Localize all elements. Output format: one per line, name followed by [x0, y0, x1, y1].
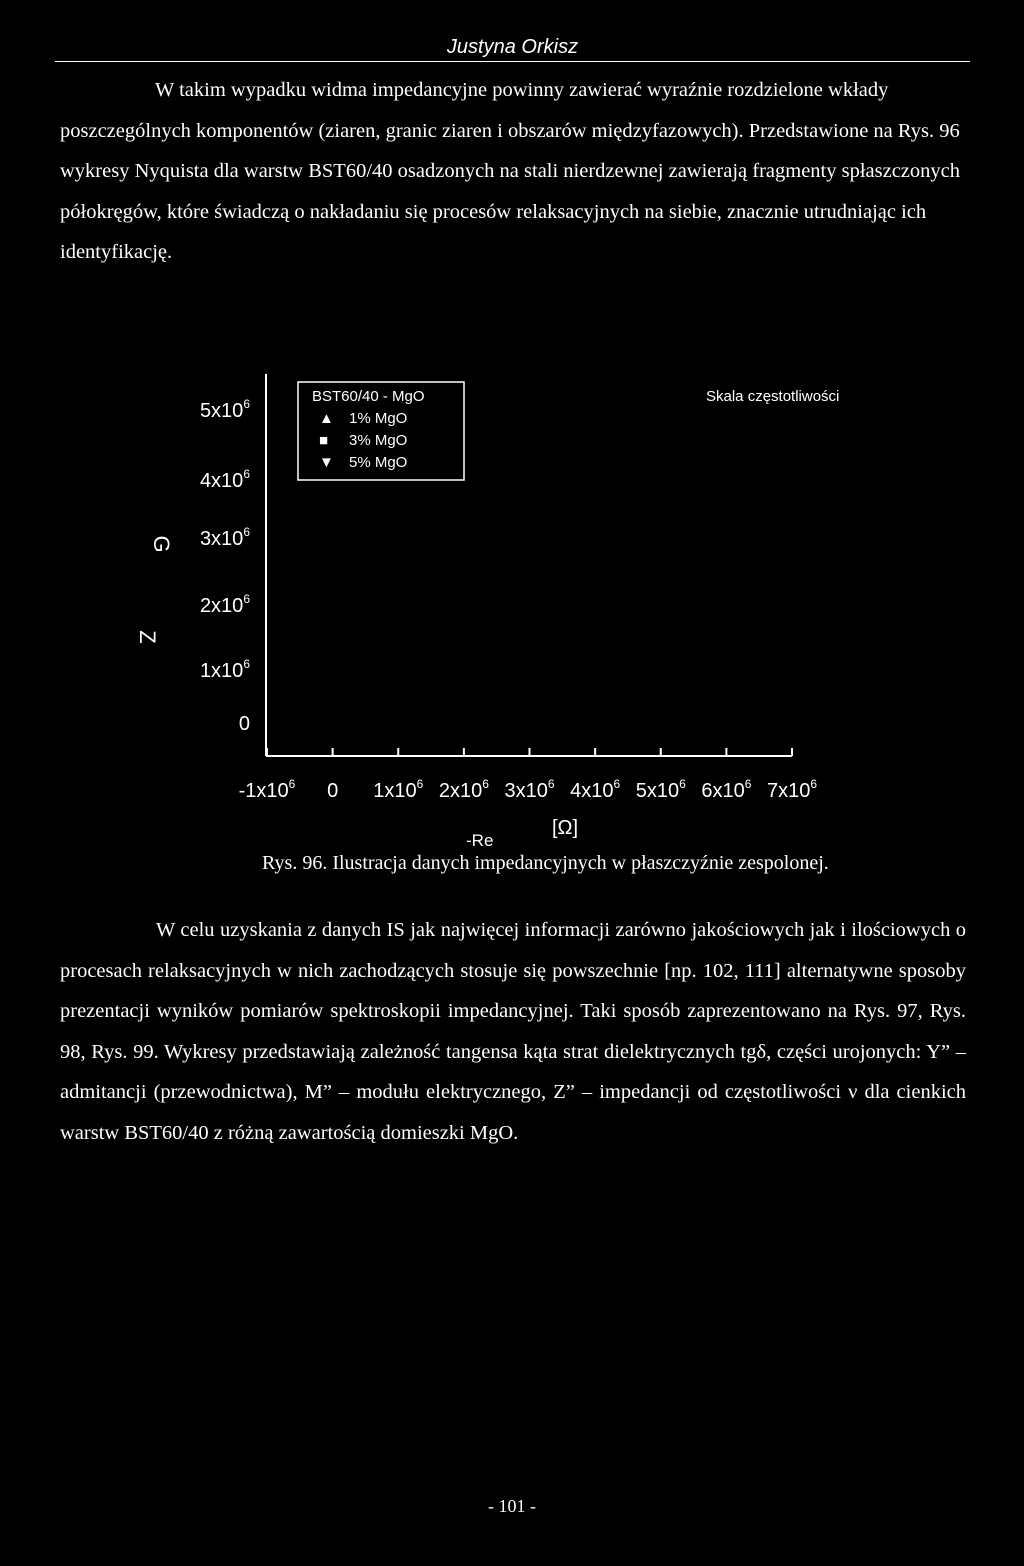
x-axis-label: -Re: [466, 831, 494, 850]
y-axis-label-g: G: [149, 535, 174, 553]
x-tick-label: $-1x10^6$: [238, 777, 296, 802]
legend-label-3: 5% MgO: [349, 454, 408, 471]
y-tick-group: [200, 397, 250, 735]
figure-caption: Rys. 96. Ilustracja danych impedancyjnych w płaszczyźnie zespolonej.: [262, 852, 829, 874]
x-tick-label: $4x10^6$: [570, 777, 621, 802]
x-axis-unit: [Ω]: [552, 817, 579, 839]
legend-label-1: 1% MgO: [349, 410, 408, 427]
x-tick-label: $6x10^6$: [701, 777, 752, 802]
y-tick-label: $1x10^6$: [199, 657, 250, 682]
y-tick-label: 0: [238, 713, 250, 735]
running-header-author: Justyna Orkisz: [446, 36, 579, 58]
nyquist-chart: [0, 360, 1024, 860]
legend-marker-1: ▲: [319, 410, 334, 427]
legend-title: BST60/40 - MgO: [312, 388, 425, 405]
y-tick-label: $3x10^6$: [199, 525, 250, 550]
y-tick-label: $4x10^6$: [199, 467, 250, 492]
frequency-scale-annotation: Skala częstotliwości: [706, 388, 840, 405]
header-rule: [55, 61, 970, 62]
legend-marker-2: ■: [319, 432, 329, 449]
x-tick-label: $1x10^6$: [373, 777, 424, 802]
page-number: - 101 -: [488, 1496, 536, 1516]
x-tick-label: 0: [327, 780, 339, 802]
x-tick-label: $3x10^6$: [504, 777, 555, 802]
x-tick-label: $7x10^6$: [766, 777, 818, 802]
y-tick-label: $5x10^6$: [199, 397, 250, 422]
x-tick-label: $2x10^6$: [438, 777, 489, 802]
x-tick-label: $5x10^6$: [635, 777, 686, 802]
legend-marker-3: ▼: [319, 454, 334, 471]
paragraph-2: W celu uzyskania z danych IS jak najwięcej informacji zarówno jakościowych jak i ilościowych o procesach relaksacyjnych w nich zachodzących stosuje się powszechnie [np. 102, 111] alternatywne sposoby prezentacji wyników pomiarów spektroskopii impedancyjnej. Taki sposób zaprezentowano na Rys. 97, Rys. 98, Rys. 99. Wykresy przedstawiają zależność tangensa kąta strat dielektrycznych tgδ, części urojonych: Y” – admitancji (przewodnictwa), M” – modułu elektrycznego, Z” – impedancji od częstotliwości ν dla cienkich warstw BST60/40 z różną zawartością domieszki MgO.: [60, 919, 966, 1144]
legend-label-2: 3% MgO: [349, 432, 408, 449]
y-tick-label: $2x10^6$: [199, 592, 250, 617]
y-axis-label-z: Z: [135, 630, 160, 644]
paragraph-1: W takim wypadku widma impedancyjne powinny zawierać wyraźnie rozdzielone wkłady poszczególnych komponentów (ziaren, granic ziaren i obszarów międzyfazowych). Przedstawione na Rys. 96 wykresy Nyquista dla warstw BST60/40 osadzonych na stali nierdzewnej zawierają fragmenty spłaszczonych półokręgów, które świadczą o nakładaniu się procesów relaksacyjnych na siebie, znacznie utrudniając ich identyfikację.: [60, 79, 961, 263]
